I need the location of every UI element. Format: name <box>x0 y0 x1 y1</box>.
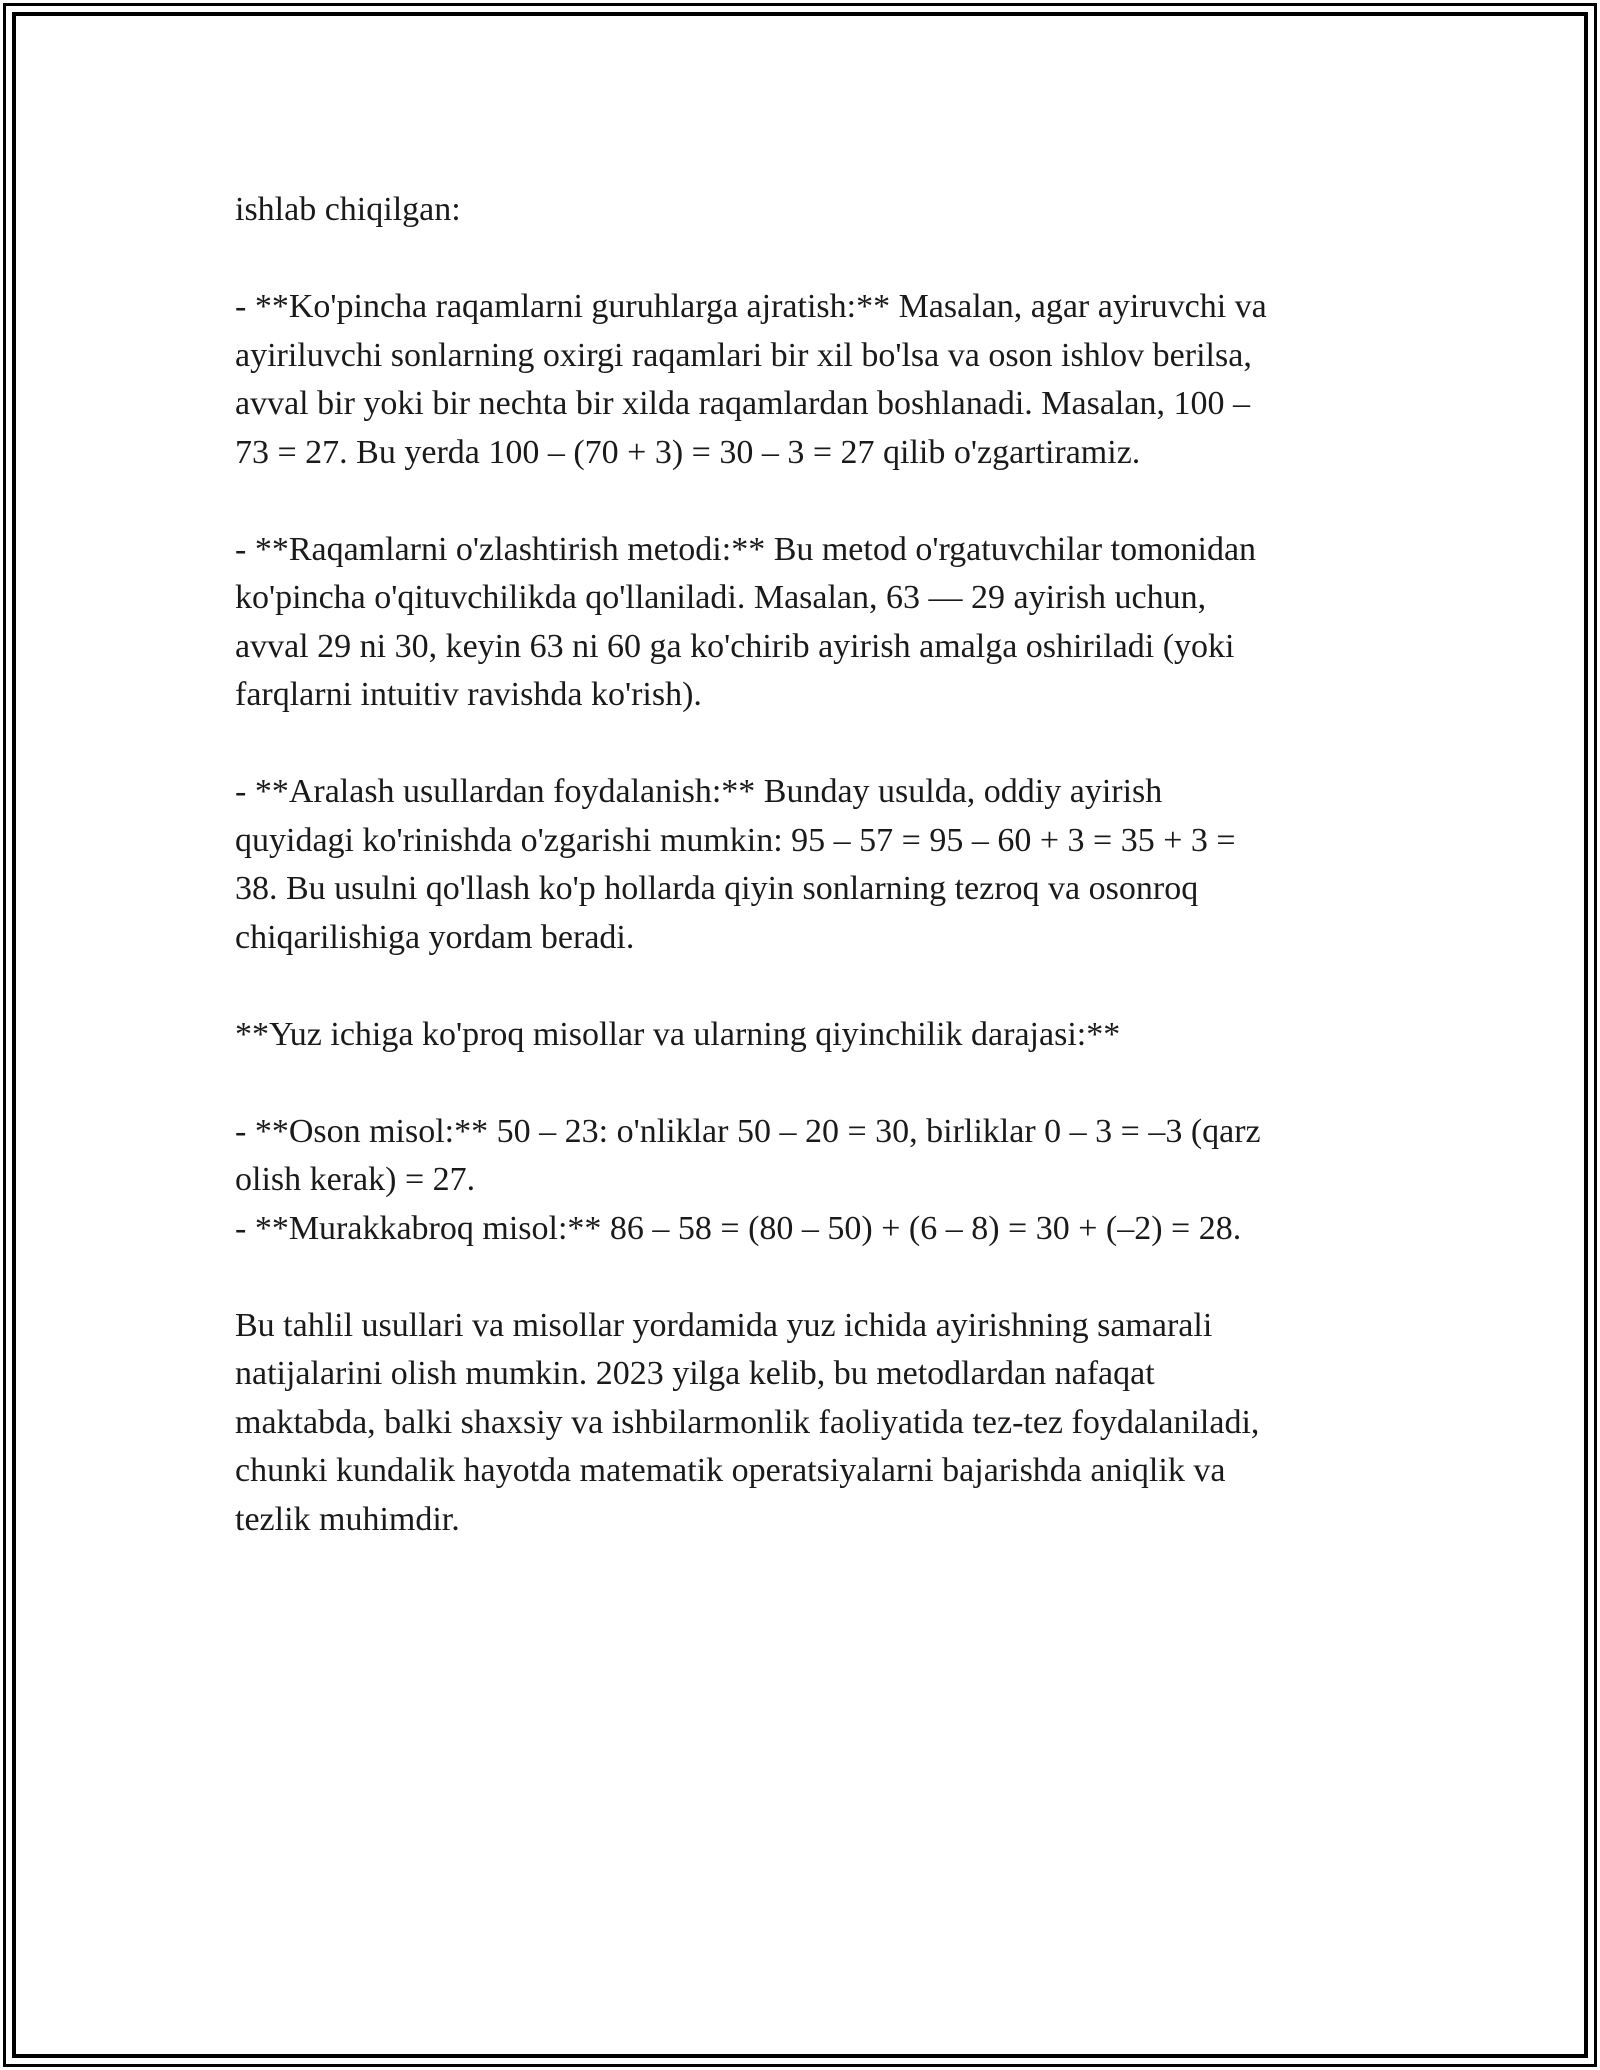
conclusion-paragraph <box>235 1302 1375 1545</box>
text-line: ayiriluvchi sonlarning oxirgi raqamlari bir xil bo'lsa va oson ishlov berilsa, <box>235 336 1252 374</box>
intro-paragraph <box>235 186 1375 235</box>
text-line: ko'pincha o'qituvchilikda qo'llaniladi. Masalan, 63 — 29 ayirish uchun, <box>235 579 1207 616</box>
text-line: quyidagi ko'rinishda o'zgarishi mumkin: 95 – 57 = 95 – 60 + 3 = 35 + 3 = <box>235 821 1236 859</box>
text-line: tezlik muhimdir. <box>235 1500 460 1538</box>
text-line: **Yuz ichiga ko'proq misollar va ularning qiyinchilik darajasi:** <box>235 1015 1121 1053</box>
text-line: ishlab chiqilgan: <box>235 191 461 228</box>
mixed-method-item <box>235 768 1375 962</box>
text-line: chiqarilishiga yordam beradi. <box>235 918 635 956</box>
grouping-method-item <box>235 283 1375 477</box>
text-line: natijalarini olish mumkin. 2023 yilga kelib, bu metodlardan nafaqat <box>235 1355 1155 1392</box>
mastery-method-item <box>235 526 1375 720</box>
text-line: - **Murakkabroq misol:** 86 – 58 = (80 – 50) + (6 – 8) = 30 + (–2) = 28. <box>235 1209 1242 1247</box>
examples-heading <box>235 1011 1375 1060</box>
text-line: - **Raqamlarni o'zlashtirish metodi:** Bu metod o'rgatuvchilar tomonidan <box>235 530 1257 568</box>
text-line: avval 29 ni 30, keyin 63 ni 60 ga ko'chirib ayirish amalga oshiriladi (yoki <box>235 627 1235 665</box>
text-line: 38. Bu usulni qo'llash ko'p hollarda qiyin sonlarning tezroq va osonroq <box>235 870 1199 907</box>
text-line: olish kerak) = 27. <box>235 1161 476 1198</box>
text-line: chunki kundalik hayotda matematik operatsiyalarni bajarishda aniqlik va <box>235 1452 1226 1489</box>
examples-list <box>235 1108 1375 1254</box>
text-line: - **Aralash usullardan foydalanish:** Bunday usulda, oddiy ayirish <box>235 773 1163 810</box>
text-line: 73 = 27. Bu yerda 100 – (70 + 3) = 30 – 3 = 27 qilib o'zgartiramiz. <box>235 433 1141 471</box>
text-line: maktabda, balki shaxsiy va ishbilarmonlik faoliyatida tez-tez foydalaniladi, <box>235 1403 1260 1441</box>
text-line: avval bir yoki bir nechta bir xilda raqamlardan boshlanadi. Masalan, 100 – <box>235 385 1250 422</box>
document-body <box>235 186 1375 1593</box>
text-line: - **Oson misol:** 50 – 23: o'nliklar 50 – 20 = 30, birliklar 0 – 3 = –3 (qarz <box>235 1112 1261 1150</box>
text-line: - **Ko'pincha raqamlarni guruhlarga ajratish:** Masalan, agar ayiruvchi va <box>235 288 1267 325</box>
text-line: farqlarni intuitiv ravishda ko'rish). <box>235 676 702 713</box>
text-line: Bu tahlil usullari va misollar yordamida yuz ichida ayirishning samarali <box>235 1306 1213 1344</box>
